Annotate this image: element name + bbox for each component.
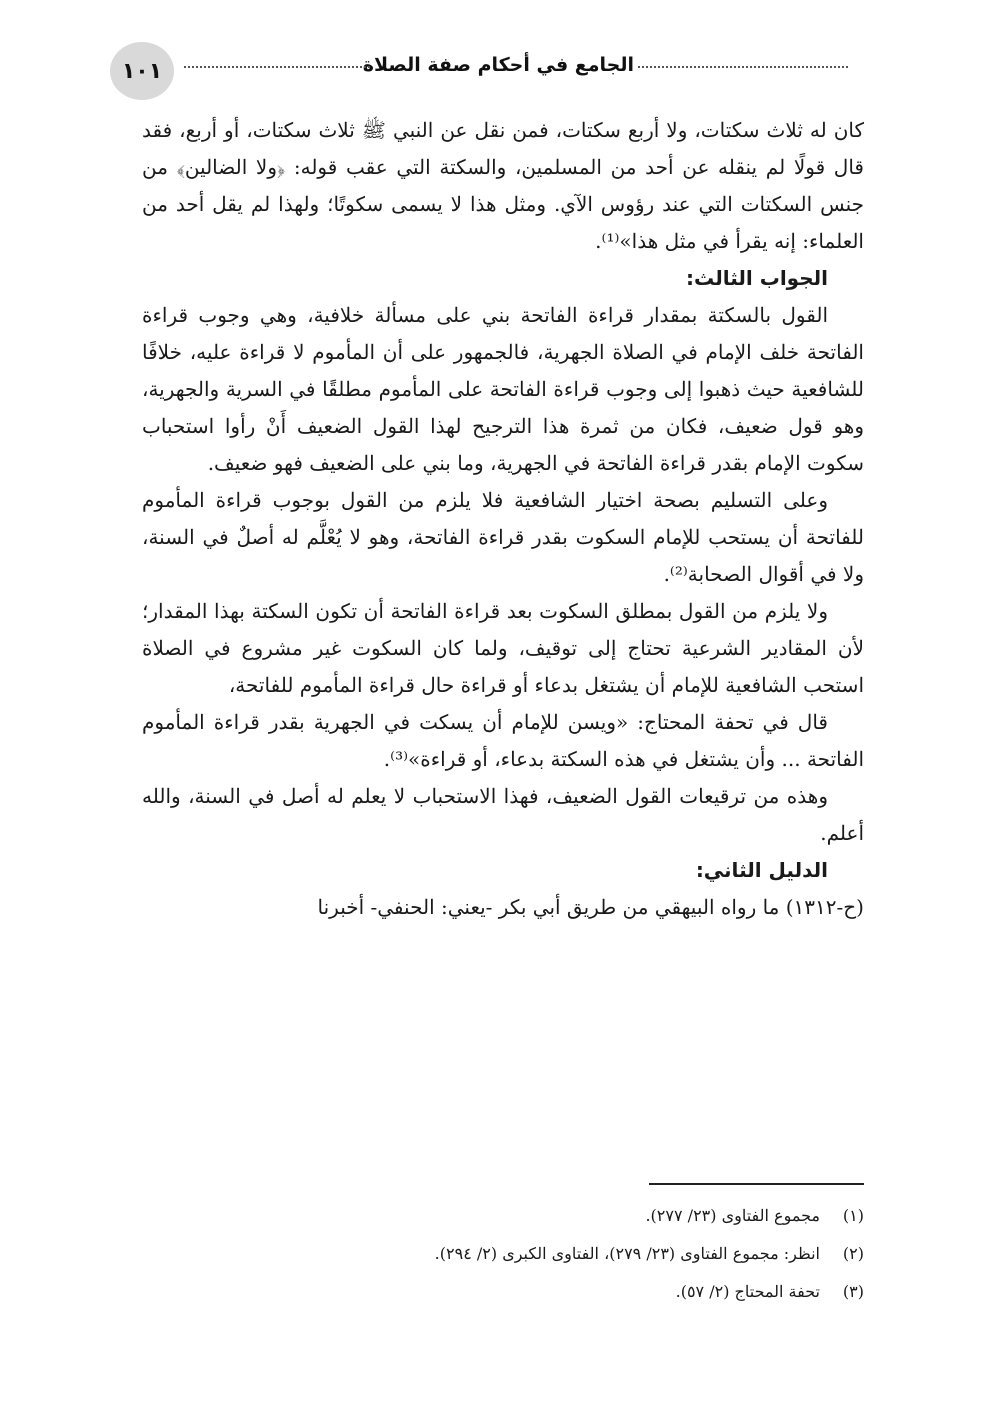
paragraph: وعلى التسليم بصحة اختيار الشافعية فلا يلزم من القول بوجوب قراءة المأموم للفاتحة أن يستحب للإمام السكوت بقدر قراءة الفاتحة، وهو لا يُعْلَّم له أصلٌ في السنة، ولا في أقوال الصحابة⁽²⁾. <box>142 488 864 586</box>
footnote-number: (٣) <box>842 1282 864 1301</box>
page-header <box>110 42 848 102</box>
footnotes <box>142 1197 864 1311</box>
footnote <box>142 1235 864 1273</box>
page-number: ١٠١ <box>110 42 174 100</box>
main-text <box>142 112 864 926</box>
footnote <box>142 1273 864 1311</box>
paragraph: قال في تحفة المحتاج: «ويسن للإمام أن يسكت في الجهرية بقدر قراءة المأموم الفاتحة ... وأن يشتغل في هذه السكتة بدعاء، أو قراءة»⁽³⁾. <box>142 710 864 771</box>
paragraph: ولا يلزم من القول بمطلق السكوت بعد قراءة الفاتحة أن تكون السكتة بهذا المقدار؛ لأن المقادير الشرعية تحتاج إلى توقيف، ولما كان السكوت غير مشروع في الصلاة استحب الشافعية للإمام أن يشتغل بدعاء أو قراءة حال قراءة المأموم للفاتحة، <box>142 599 864 697</box>
footnote-number: (١) <box>842 1206 864 1225</box>
paragraph: كان له ثلاث سكتات، ولا أربع سكتات، فمن نقل عن النبي ﷺ ثلاث سكتات، أو أربع، فقد قال قولًا لم ينقله عن أحد من المسلمين، والسكتة التي عقب قوله: ﴿ولا الضالين﴾ من جنس السكتات التي عند رؤوس الآي. ومثل هذا لا يسمى سكوتًا؛ ولهذا لم يقل أحد من العلماء: إنه يقرأ في مثل هذا»⁽¹⁾. <box>142 118 864 253</box>
paragraph: وهذه من ترقيعات القول الضعيف، فهذا الاستحباب لا يعلم له أصل في السنة، والله أعلم. <box>142 784 864 845</box>
section-heading: الجواب الثالث: <box>686 266 828 290</box>
footnote-separator <box>649 1183 864 1185</box>
footnote-text: مجموع الفتاوى (٢٣/ ٢٧٧). <box>645 1206 820 1225</box>
paragraph: (ح-١٣١٢) ما رواه البيهقي من طريق أبي بكر -يعني: الحنفي- أخبرنا <box>317 895 864 919</box>
paragraph: القول بالسكتة بمقدار قراءة الفاتحة بني على مسألة خلافية، وهي وجوب قراءة الفاتحة خلف الإمام في الصلاة الجهرية، فالجمهور على أن المأموم لا قراءة عليه، خلافًا للشافعية حيث ذهبوا إلى وجوب قراءة الفاتحة على المأموم مطلقًا في السرية والجهرية، وهو قول ضعيف، فكان من ثمرة هذا الترجيح لهذا القول الضعيف أَنْ رأوا استحباب سكوت الإمام بقدر قراءة الفاتحة في الجهرية، وما بني على الضعيف فهو ضعيف. <box>142 303 864 475</box>
header-dotted-rule-left <box>184 66 370 68</box>
footnote <box>142 1197 864 1235</box>
running-title: الجامع في أحكام صفة الصلاة <box>362 54 634 76</box>
footnote-text: تحفة المحتاج (٢/ ٥٧). <box>675 1282 820 1301</box>
section-heading: الدليل الثاني: <box>695 858 828 882</box>
footnote-text: انظر: مجموع الفتاوى (٢٣/ ٢٧٩)، الفتاوى الكبرى (٢/ ٢٩٤). <box>434 1244 820 1263</box>
header-dotted-rule-right <box>638 66 848 68</box>
footnote-number: (٢) <box>842 1244 864 1263</box>
